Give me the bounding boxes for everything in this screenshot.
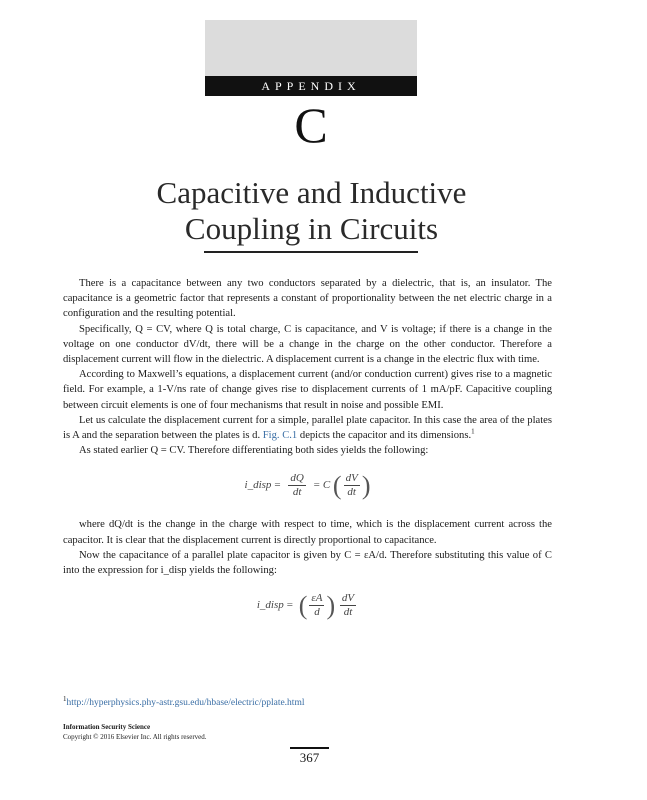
- page-number: 367: [299, 750, 320, 765]
- equation-1: i_disp = $\frac{dQ}{dt}$ = C ( $\frac{dV}{dt}$ ): [244, 471, 371, 501]
- book-info: [63, 722, 207, 742]
- appendix-letter: C: [294, 97, 328, 153]
- copyright: Copyright © 2016 Elsevier Inc. All rights reserved.: [63, 733, 207, 741]
- paragraph-4: Let us calculate the displacement current for a simple, parallel plate capacitor. In this case the area of the plates is A and the separation between the plates is d. Fig. C.1 depicts the capacitor and its dimensions.$^1$: [63, 414, 552, 442]
- title-rule: [204, 251, 418, 253]
- figure-link[interactable]: Fig. C.1: [262, 430, 298, 442]
- paragraph-3: According to Maxwell’s equations, a displacement current (and/or conduction current) gives rise to a magnetic field. For example, a 1-V/ns rate of change gives rise to displacement currents of 1 mA/pF. Capacitive coupling between circuit elements is one of four mechanisms that result in noise and possible EMI.: [63, 369, 552, 411]
- footnote-link[interactable]: http://hyperphysics.phy-astr.gsu.edu/hbase/electric/pplate.html: [66, 698, 305, 708]
- page-number-rule: [290, 747, 329, 749]
- paragraph-2: Specifically, Q = CV, where Q is total charge, C is capacitance, and V is voltage; if there is a change in the voltage on one conductor dV/dt, there will be a change in the charge on the other conductor. Therefore a displacement current will flow in the dielectric. A displacement current is a change in the electric flux with time.: [63, 323, 552, 366]
- chapter-header-block: [205, 20, 417, 76]
- chapter-title-line-2: Coupling in Circuits: [184, 211, 439, 246]
- appendix-label: APPENDIX: [205, 76, 417, 96]
- footnote-marker[interactable]: 1: [471, 427, 475, 436]
- body-text: [63, 276, 552, 637]
- footnote: $^1$http://hyperphysics.phy-astr.gsu.edu/hbase/electric/pplate.html: [63, 694, 305, 708]
- paragraph-1: There is a capacitance between any two conductors separated by a dielectric, that is, an insulator. The capacitance is a geometric factor that represents a constant of proportionality between the net electric charge in a configuration and the resulting potential.: [63, 278, 552, 320]
- equation-2: i_disp = ( $\frac{\varepsilon A}{d}$ ) $\frac{dV}{dt}$: [256, 591, 355, 621]
- chapter-title: [100, 175, 523, 247]
- paragraph-5: As stated earlier Q = CV. Therefore differentiating both sides yields the following:: [79, 445, 429, 457]
- paragraph-6: where dQ/dt is the change in the charge with respect to time, which is the displacement current across the capacitor. It is clear that the displacement current is directly proportional to capacitance.: [63, 519, 552, 546]
- chapter-title-line-1: Capacitive and Inductive: [156, 175, 467, 210]
- book-title: Information Security Science: [63, 723, 151, 731]
- paragraph-7: Now the capacitance of a parallel plate capacitor is given by C = εA/d. Therefore substituting this value of C into the expression for i_disp yields the following:: [63, 549, 552, 577]
